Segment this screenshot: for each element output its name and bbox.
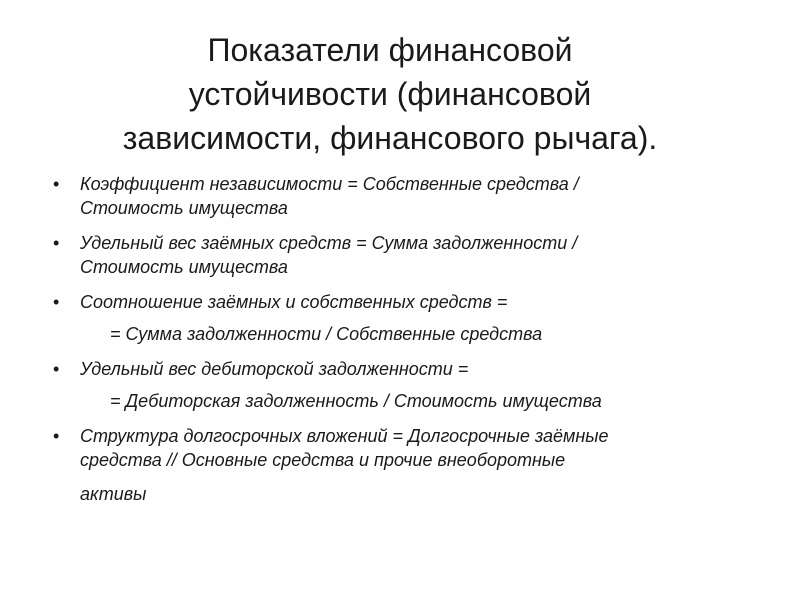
bullet-item-independence-ratio — [48, 172, 768, 220]
bullet-line: средства // Основные средства и прочие внеоборотные — [80, 450, 566, 470]
slide-title — [60, 28, 720, 160]
bullet-dot-icon: • — [53, 426, 60, 446]
bullet-dot-icon: • — [53, 233, 60, 253]
bullet-list — [48, 172, 768, 517]
bullet-line: Удельный вес заёмных средств = Сумма задолженности / — [80, 233, 578, 253]
bullet-line: Структура долгосрочных вложений = Долгосрочные заёмные — [80, 426, 609, 446]
bullet-line: Коэффициент независимости = Собственные средства / — [80, 174, 579, 194]
title-line: Показатели финансовой — [207, 32, 573, 68]
bullet-line: Стоимость имущества — [80, 257, 288, 277]
bullet-dot-icon: • — [53, 292, 60, 312]
bullet-item-long-term-investments — [48, 424, 768, 506]
bullet-item-receivables-share — [48, 357, 768, 413]
bullet-line: Удельный вес дебиторской задолженности = — [80, 359, 469, 379]
bullet-line: Соотношение заёмных и собственных средств = — [80, 292, 508, 312]
bullet-item-borrowed-share — [48, 231, 768, 279]
title-line: устойчивости (финансовой — [188, 76, 592, 112]
bullet-line: = Дебиторская задолженность / Стоимость имущества — [110, 391, 602, 411]
bullet-line: = Сумма задолженности / Собственные средства — [110, 324, 543, 344]
title-line: зависимости, финансового рычага). — [122, 120, 658, 156]
bullet-item-debt-equity-ratio — [48, 290, 768, 346]
bullet-line: активы — [80, 484, 147, 504]
bullet-dot-icon: • — [53, 174, 60, 194]
bullet-dot-icon: • — [53, 359, 60, 379]
bullet-line: Стоимость имущества — [80, 198, 288, 218]
